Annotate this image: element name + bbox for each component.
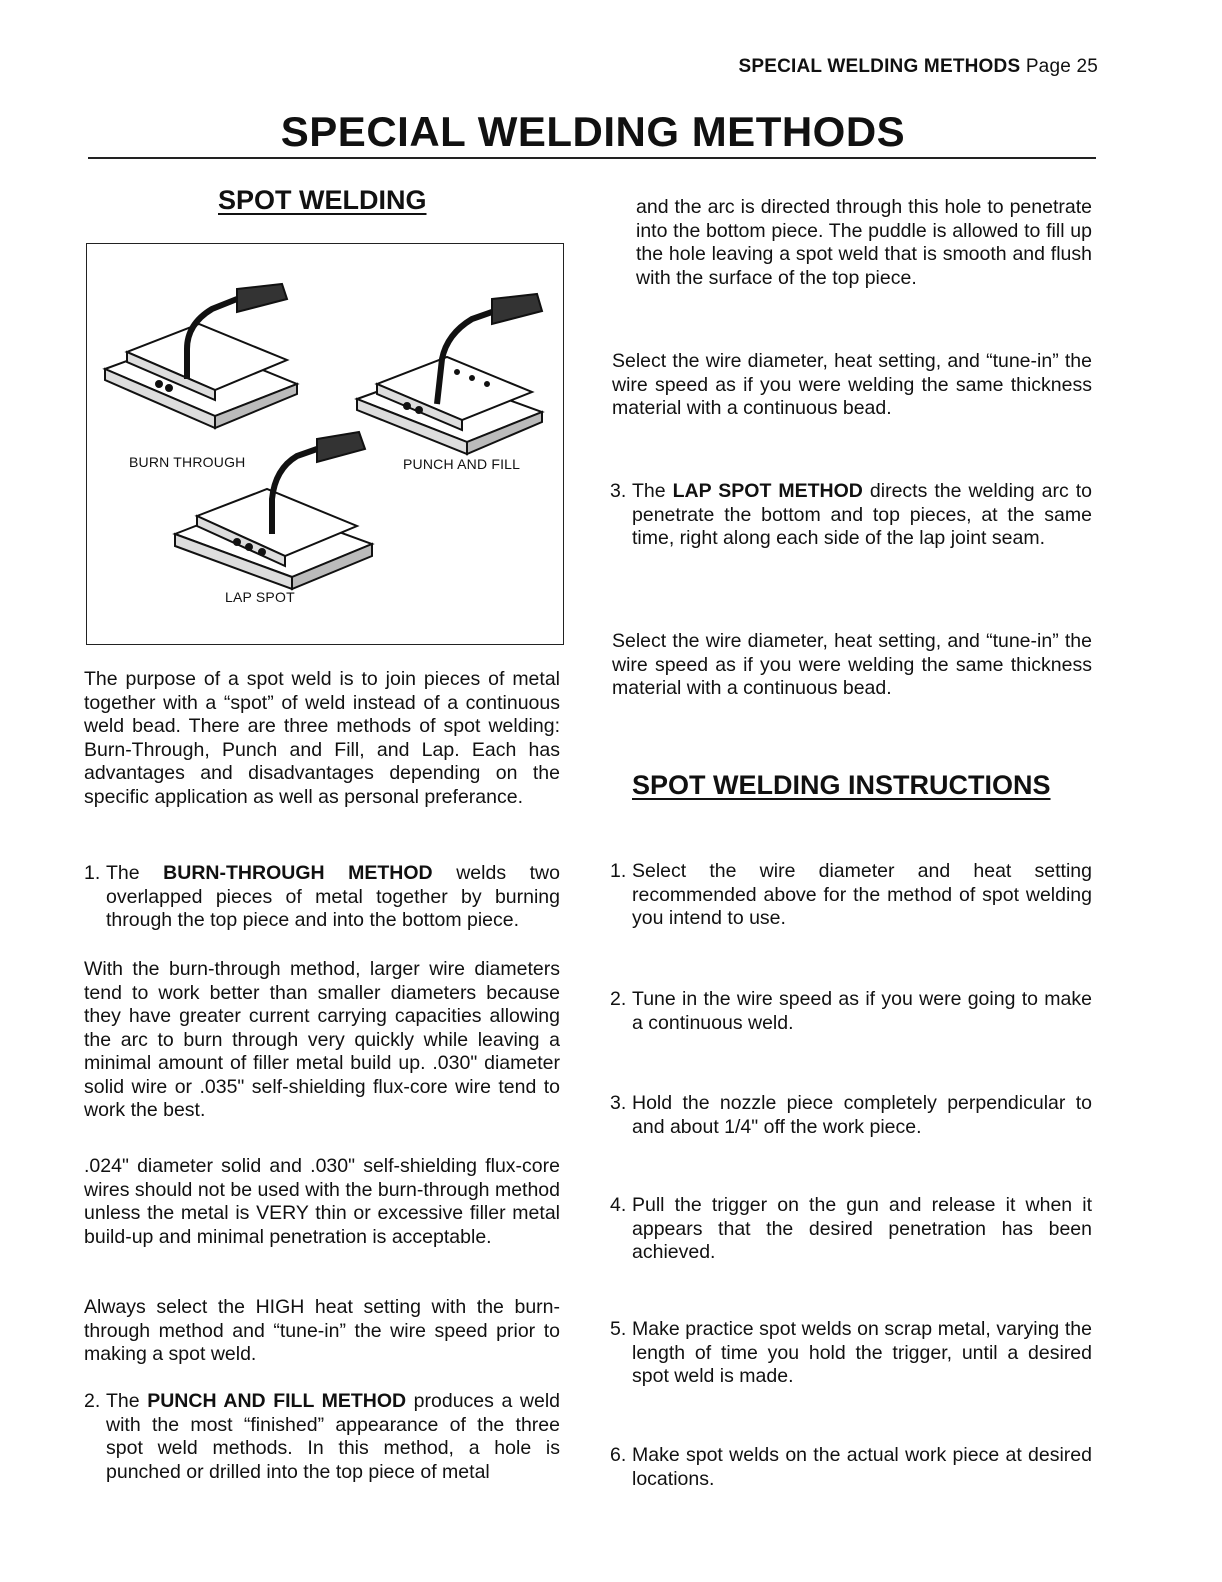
step-number: 5.	[610, 1318, 627, 1340]
item-bold-term: BURN-THROUGH METHOD	[163, 862, 433, 884]
burn-through-plates	[105, 324, 297, 428]
spot-welding-figure	[86, 243, 564, 645]
title-rule	[88, 157, 1096, 159]
instruction-step-1	[610, 860, 1092, 931]
welding-illustration	[87, 244, 565, 646]
item-rest: produces a weld with the most “finished” appearance of the three spot weld methods. In this method, a hole is punched or drilled into the top piece of metal	[106, 1390, 561, 1483]
intro-paragraph	[84, 668, 560, 809]
punch-and-fill-continued-text: and the arc is directed through this hole to penetrate into the bottom piece. The puddle is allowed to fill up the hole leaving a spot weld that is smooth and flush with the surface of the top piece.	[636, 196, 1092, 289]
header-page-number: Page 25	[1025, 56, 1098, 77]
step-number: 4.	[610, 1194, 627, 1216]
step-text: Tune in the wire speed as if you were going to make a continuous weld.	[632, 988, 1092, 1034]
instruction-step-6	[610, 1444, 1092, 1491]
step-text: Select the wire diameter and heat setting recommended above for the method of spot welding you intend to use.	[632, 860, 1092, 929]
step-text: Make spot welds on the actual work piece at desired locations.	[632, 1444, 1092, 1490]
select-text-1: Select the wire diameter, heat setting, and “tune-in” the wire speed as if you were welding the same thickness material with a continuous bead.	[612, 350, 1092, 419]
select-paragraph-1	[612, 350, 1092, 421]
item-rest: directs the welding arc to penetrate the bottom and top pieces, at the same time, right along each side of the lap joint seam.	[632, 480, 1092, 549]
burn-through-text-2: .024" diameter solid and .030" self-shielding flux-core wires should not be used with the burn-through method unless the metal is VERY thin or excessive filler metal build-up and minimal penetration is acceptable.	[84, 1155, 560, 1248]
step-text: Pull the trigger on the gun and release it when it appears that the desired penetration has been achieved.	[632, 1194, 1092, 1263]
intro-text: The purpose of a spot weld is to join pieces of metal together with a “spot” of weld instead of a continuous weld bead. There are three methods of spot welding: Burn-Through, Punch and Fill, and Lap. Each has advantages and disadvantages depending on the specific application as well as personal preferance.	[84, 668, 560, 808]
punch-and-fill-plates	[357, 357, 542, 454]
header-section: SPECIAL WELDING METHODS	[738, 56, 1021, 77]
burn-through-paragraph-1	[84, 958, 560, 1123]
page-header	[738, 56, 1098, 78]
item-number: 2.	[84, 1390, 101, 1412]
item-number: 3.	[610, 480, 627, 502]
label-lap-spot: LAP SPOT	[225, 589, 295, 605]
item-bold-term: LAP SPOT METHOD	[672, 480, 863, 502]
item-pre: The	[106, 1390, 148, 1412]
step-number: 1.	[610, 860, 627, 882]
step-number: 3.	[610, 1092, 627, 1114]
burn-through-paragraph-2	[84, 1155, 560, 1249]
instruction-step-5	[610, 1318, 1092, 1389]
label-punch-and-fill: PUNCH AND FILL	[403, 456, 521, 472]
instruction-step-3	[610, 1092, 1092, 1139]
spot-welding-instructions-heading: SPOT WELDING INSTRUCTIONS	[632, 770, 1051, 800]
burn-through-text-3: Always select the HIGH heat setting with the burn-through method and “tune-in” the wire speed prior to making a spot weld.	[84, 1296, 560, 1365]
select-paragraph-2	[612, 630, 1092, 701]
method-item-1	[84, 862, 560, 933]
item-number: 1.	[84, 862, 101, 884]
instruction-step-2	[610, 988, 1092, 1035]
item-pre: The	[632, 480, 673, 502]
step-number: 6.	[610, 1444, 627, 1466]
step-text: Hold the nozzle piece completely perpendicular to and about 1/4" off the work piece.	[632, 1092, 1092, 1138]
method-item-2	[84, 1390, 560, 1484]
page-title: SPECIAL WELDING METHODS	[280, 108, 906, 155]
label-burn-through: BURN THROUGH	[129, 454, 246, 470]
step-number: 2.	[610, 988, 627, 1010]
item-pre: The	[106, 862, 164, 884]
step-text: Make practice spot welds on scrap metal, varying the length of time you hold the trigger, until a desired spot weld is made.	[632, 1318, 1092, 1387]
method-item-3	[610, 480, 1092, 551]
select-text-2: Select the wire diameter, heat setting, and “tune-in” the wire speed as if you were welding the same thickness material with a continuous bead.	[612, 630, 1092, 699]
item-bold-term: PUNCH AND FILL METHOD	[147, 1390, 407, 1412]
spot-welding-heading: SPOT WELDING	[218, 185, 427, 215]
punch-and-fill-continued	[636, 196, 1092, 290]
burn-through-paragraph-3	[84, 1296, 560, 1367]
item-rest: welds two overlapped pieces of metal together by burning through the top piece and into the bottom piece.	[106, 862, 560, 931]
instruction-step-4	[610, 1194, 1092, 1265]
burn-through-text-1: With the burn-through method, larger wire diameters tend to work better than smaller diameters because they have greater current carrying capacities allowing the arc to burn through very quickly while leaving a minimal amount of filler metal build up. .030" diameter solid wire or .035" self-shielding flux-core wire tend to work the best.	[84, 958, 560, 1121]
